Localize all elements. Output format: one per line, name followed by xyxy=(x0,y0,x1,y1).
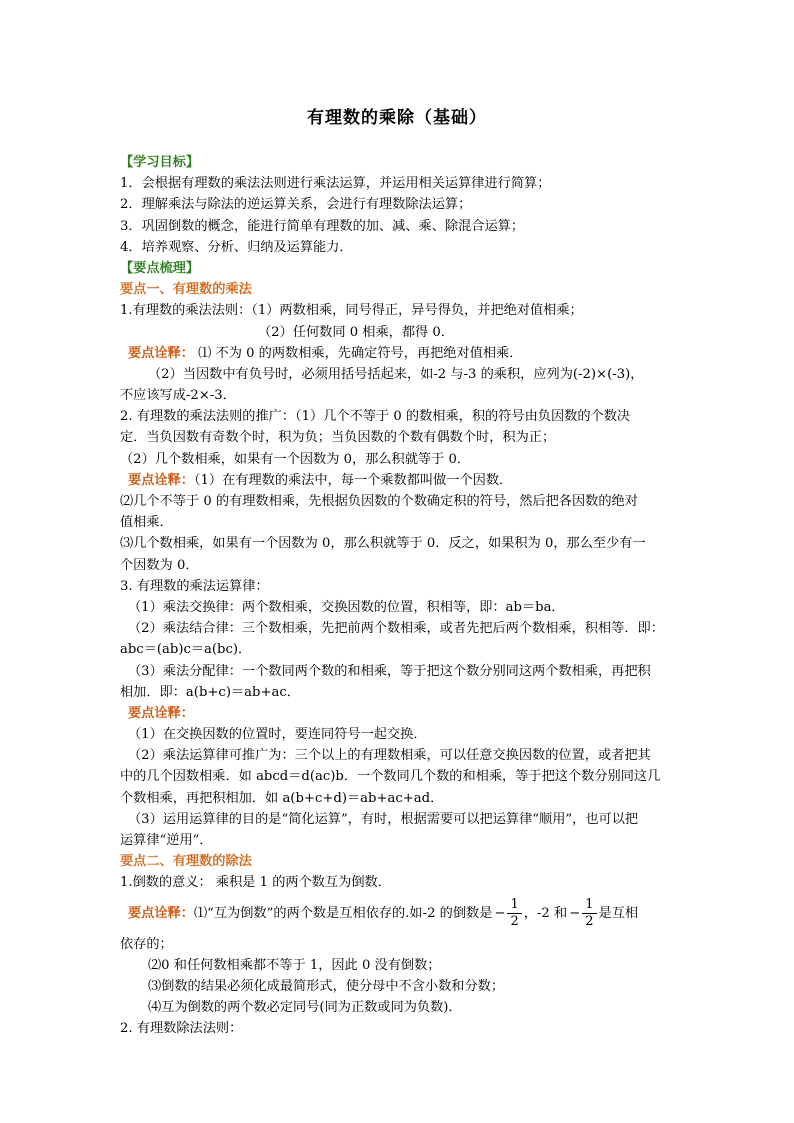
line-text: ⑵0 和任何数相乘都不等于 1，因此 0 没有倒数； xyxy=(148,957,441,973)
text-line xyxy=(120,618,680,639)
text-line xyxy=(120,152,680,173)
line-text: （2）乘法结合律：三个数相乘，先把前两个数相乘，或者先把后两个数相乘，积相等．即： xyxy=(128,621,664,637)
text-line xyxy=(120,766,680,787)
text-line xyxy=(120,406,680,427)
line-text: ⑶几个数相乘，如果有一个因数为 0，那么积就等于 0．反之，如果积为 0，那么至少有一 xyxy=(120,536,646,552)
line-text: （2）几个数相乘，如果有一个因数为 0，那么积就等于 0． xyxy=(120,451,471,467)
line-text: （3）乘法分配律：一个数同两个数的和相乘，等于把这个数分别同这两个数相乘，再把积 xyxy=(128,663,651,679)
line-text: 依存的； xyxy=(120,936,173,952)
line-text: ⑴ 不为 0 的两数相乘，先确定符号，再把绝对值相乘． xyxy=(193,345,523,361)
body-lines-part2 xyxy=(120,934,680,1040)
text-line xyxy=(120,279,680,300)
text-line xyxy=(120,533,680,554)
text-line xyxy=(120,872,680,893)
text-line xyxy=(120,703,680,724)
line-text: 运算律“逆用”． xyxy=(120,833,213,848)
line-text: 4．培养观察、分析、归纳及运算能力． xyxy=(120,239,353,255)
document-body xyxy=(120,152,680,1040)
line-text: 【要点梳理】 xyxy=(120,260,200,276)
reciprocal-text-3: 是互相 xyxy=(598,905,639,921)
line-text: 要点二、有理数的除法 xyxy=(120,854,252,870)
text-line xyxy=(120,173,680,194)
text-line xyxy=(120,470,680,491)
key-note-label: 要点诠释： xyxy=(128,705,194,721)
text-line xyxy=(120,976,680,997)
text-line xyxy=(120,724,680,745)
minus-sign-2: − xyxy=(569,905,581,921)
key-note-label: 要点诠释： xyxy=(128,472,194,488)
text-line xyxy=(120,597,680,618)
text-line xyxy=(120,512,680,533)
text-line xyxy=(120,216,680,237)
line-text: 2．理解乘法与除法的逆运算关系，会进行有理数除法运算； xyxy=(120,197,472,213)
text-line xyxy=(120,194,680,215)
text-line xyxy=(120,934,680,955)
line-text: 个数相乘，再把积相加．如 a(b+c+d)＝ab+ac+ad． xyxy=(120,790,444,806)
text-line xyxy=(120,427,680,448)
line-text: 值相乘． xyxy=(120,515,173,531)
text-line xyxy=(120,576,680,597)
text-line xyxy=(120,955,680,976)
fraction-one-half xyxy=(507,897,521,930)
line-text: ⑵几个不等于 0 的有理数相乘，先根据负因数的个数确定积的符号，然后把各因数的绝对 xyxy=(120,494,638,509)
fraction-one-half-2 xyxy=(582,897,596,930)
line-text: ⑶倒数的结果必须化成最简形式，使分母中不含小数和分数； xyxy=(148,978,505,994)
text-line xyxy=(120,788,680,809)
line-text: （1）在交换因数的位置时，要连同符号一起交换． xyxy=(128,727,427,743)
text-line xyxy=(120,639,680,660)
line-text: abc＝(ab)c＝a(bc)． xyxy=(120,642,252,658)
text-line xyxy=(120,385,680,406)
reciprocal-explanation-line xyxy=(120,894,680,934)
text-line xyxy=(120,1018,680,1039)
text-line xyxy=(120,258,680,279)
text-line xyxy=(120,830,680,851)
fraction-denominator-2: 2 xyxy=(585,914,594,930)
line-text: （2）乘法运算律可推广为：三个以上的有理数相乘，可以任意交换因数的位置，或者把其 xyxy=(128,748,651,764)
page-title: 有理数的乘除（基础） xyxy=(307,108,487,128)
line-text: 3. 有理数的乘法运算律： xyxy=(120,578,269,594)
reciprocal-text-2: ，-2 和 xyxy=(523,905,568,921)
text-line xyxy=(120,449,680,470)
line-text: （1）在有理数的乘法中，每一个乘数都叫做一个因数． xyxy=(193,472,513,488)
text-line xyxy=(120,745,680,766)
body-lines-part1 xyxy=(120,152,680,894)
text-line xyxy=(120,682,680,703)
fraction-numerator: 1 xyxy=(507,897,521,914)
line-text: 1.有理数的乘法法则：（1）两数相乘，同号得正，异号得负，并把绝对值相乘； xyxy=(120,303,583,319)
line-text: （3）运用运算律的目的是“简化运算”，有时，根据需要可以把运算律“顺用”，也可以把 xyxy=(128,811,639,827)
text-line xyxy=(120,661,680,682)
text-line xyxy=(120,851,680,872)
line-text: 中的几个因数相乘．如 abcd＝d(ac)b．一个数同几个数的和相乘，等于把这个数分别同这几 xyxy=(120,769,661,785)
text-line xyxy=(120,809,680,830)
text-line xyxy=(120,997,680,1018)
reciprocal-text-1: ⑴“互为倒数”的两个数是互相依存的.如-2 的倒数是 xyxy=(193,905,493,921)
line-text: ⑷互为倒数的两个数必定同号(同为正数或同为负数)． xyxy=(148,1000,462,1016)
line-text: 要点一、有理数的乘法 xyxy=(120,282,252,298)
line-text: 3．巩固倒数的概念，能进行简单有理数的加、减、乘、除混合运算； xyxy=(120,218,525,234)
minus-sign: − xyxy=(494,905,506,921)
text-line xyxy=(120,300,680,321)
line-text: 1.倒数的意义： 乘积是 1 的两个数互为倒数． xyxy=(120,875,391,891)
text-line xyxy=(120,343,680,364)
text-line xyxy=(120,237,680,258)
line-text: （2）当因数中有负号时，必须用括号括起来，如-2 与-3 的乘积，应列为(-2)×(-3)， xyxy=(148,366,644,382)
key-note-label: 要点诠释： xyxy=(128,345,194,361)
text-line xyxy=(120,364,680,385)
fraction-denominator: 2 xyxy=(510,914,519,930)
line-text: 2. 有理数除法法则： xyxy=(120,1021,243,1037)
text-line xyxy=(120,491,680,512)
line-text: （2）任何数同 0 相乘，都得 0． xyxy=(258,324,454,340)
line-text: 2. 有理数的乘法法则的推广：（1）几个不等于 0 的数相乘，积的符号由负因数的个数决 xyxy=(120,409,631,425)
line-text: （1）乘法交换律：两个数相乘，交换因数的位置，积相等，即：ab＝ba． xyxy=(128,599,565,615)
text-line xyxy=(120,322,680,343)
line-text: 个因数为 0． xyxy=(120,557,199,573)
key-note-label: 要点诠释： xyxy=(128,905,194,921)
line-text: 定．当负因数有奇数个时，积为负；当负因数的个数有偶数个时，积为正； xyxy=(120,430,556,446)
fraction-numerator-2: 1 xyxy=(582,897,596,914)
line-text: 【学习目标】 xyxy=(120,155,200,170)
line-text: 不应该写成-2×-3． xyxy=(120,388,236,404)
line-text: 1．会根据有理数的乘法法则进行乘法运算，并运用相关运算律进行简算； xyxy=(120,176,551,192)
line-text: 相加．即：a(b+c)＝ab+ac． xyxy=(120,684,300,700)
text-line xyxy=(120,555,680,576)
